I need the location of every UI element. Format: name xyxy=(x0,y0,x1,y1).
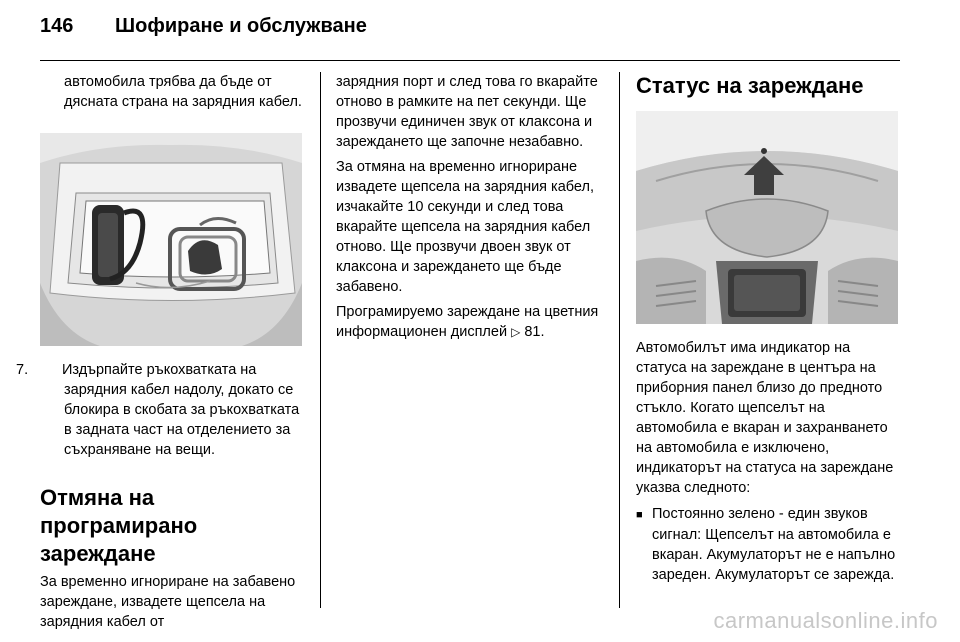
charge-status-text xyxy=(636,338,901,585)
step-number: 7. xyxy=(16,362,29,378)
bullet-item xyxy=(636,504,901,585)
col3-paragraph-1: Автомобилът има индикатор на статуса на зареждане в центъра на приборния панел близо до предното стъкло. Когато щепселът на автомобила е вкаран и захранването на автомобила е изключено, индикаторът на статуса на зареждане указва следното: xyxy=(636,340,894,496)
dashboard-drawing xyxy=(636,111,898,324)
cancel-section xyxy=(40,484,310,632)
column-3 xyxy=(636,72,901,100)
square-bullet-icon: ■ xyxy=(636,509,643,521)
col2-paragraph-1: зарядния порт и след това го вкарайте отново в рамките на пет секунди. Ще прозвучи единичен звук от клаксона и зареждането ще започне незабавно. xyxy=(336,74,598,150)
header-rule xyxy=(40,60,900,61)
step-text: Издърпайте ръкохватката на зарядния кабел надолу, докато се блокира в скобата за ръкохватката в задната част на отделението за съхраняване на вещи. xyxy=(62,362,300,458)
intro-text: автомобила трябва да бъде от дясната страна на зарядния кабел. xyxy=(64,74,302,110)
trunk-storage-illustration xyxy=(40,133,302,346)
column-divider-2 xyxy=(619,72,620,608)
trunk-storage-drawing xyxy=(40,133,302,346)
step-7-paragraph xyxy=(16,360,305,460)
page-number: 146 xyxy=(40,15,74,37)
col2-paragraph-2: За отмяна на временно игнориране извадете щепсела на зарядния кабел, изчакайте 10 секунди и след това вкарайте щепсела на зарядния кабел отново. Ще прозвучи двоен звук от клаксона и зареждането ще бъде забавено. xyxy=(336,159,594,295)
charge-status-heading: Статус на зареждане xyxy=(636,73,864,98)
dashboard-indicator-illustration xyxy=(636,111,898,324)
bullet-text: Постоянно зелено - един звуков сигнал: Щепселът на автомобила е вкаран. Акумулаторът не е напълно зареден. Акумулаторът се зарежда. xyxy=(652,506,896,583)
cancel-paragraph: За временно игнориране на забавено зареждане, извадете щепсела на зарядния кабел от xyxy=(40,574,296,630)
arrow-reference-icon: ▷ xyxy=(511,325,521,339)
col2-paragraph-3-text: Програмируемо зареждане на цветния информационен дисплей xyxy=(336,304,599,340)
cancel-heading: Отмяна на програмирано зареждане xyxy=(40,485,198,566)
col2-paragraph-3 xyxy=(336,302,606,342)
step-7 xyxy=(16,360,305,460)
watermark: carmanualsonline.info xyxy=(713,608,938,633)
column-divider-1 xyxy=(320,72,321,608)
section-title: Шофиране и обслужване xyxy=(115,15,367,37)
column-2 xyxy=(336,72,606,342)
column-1 xyxy=(40,72,305,112)
page-reference[interactable]: 81. xyxy=(524,324,545,340)
